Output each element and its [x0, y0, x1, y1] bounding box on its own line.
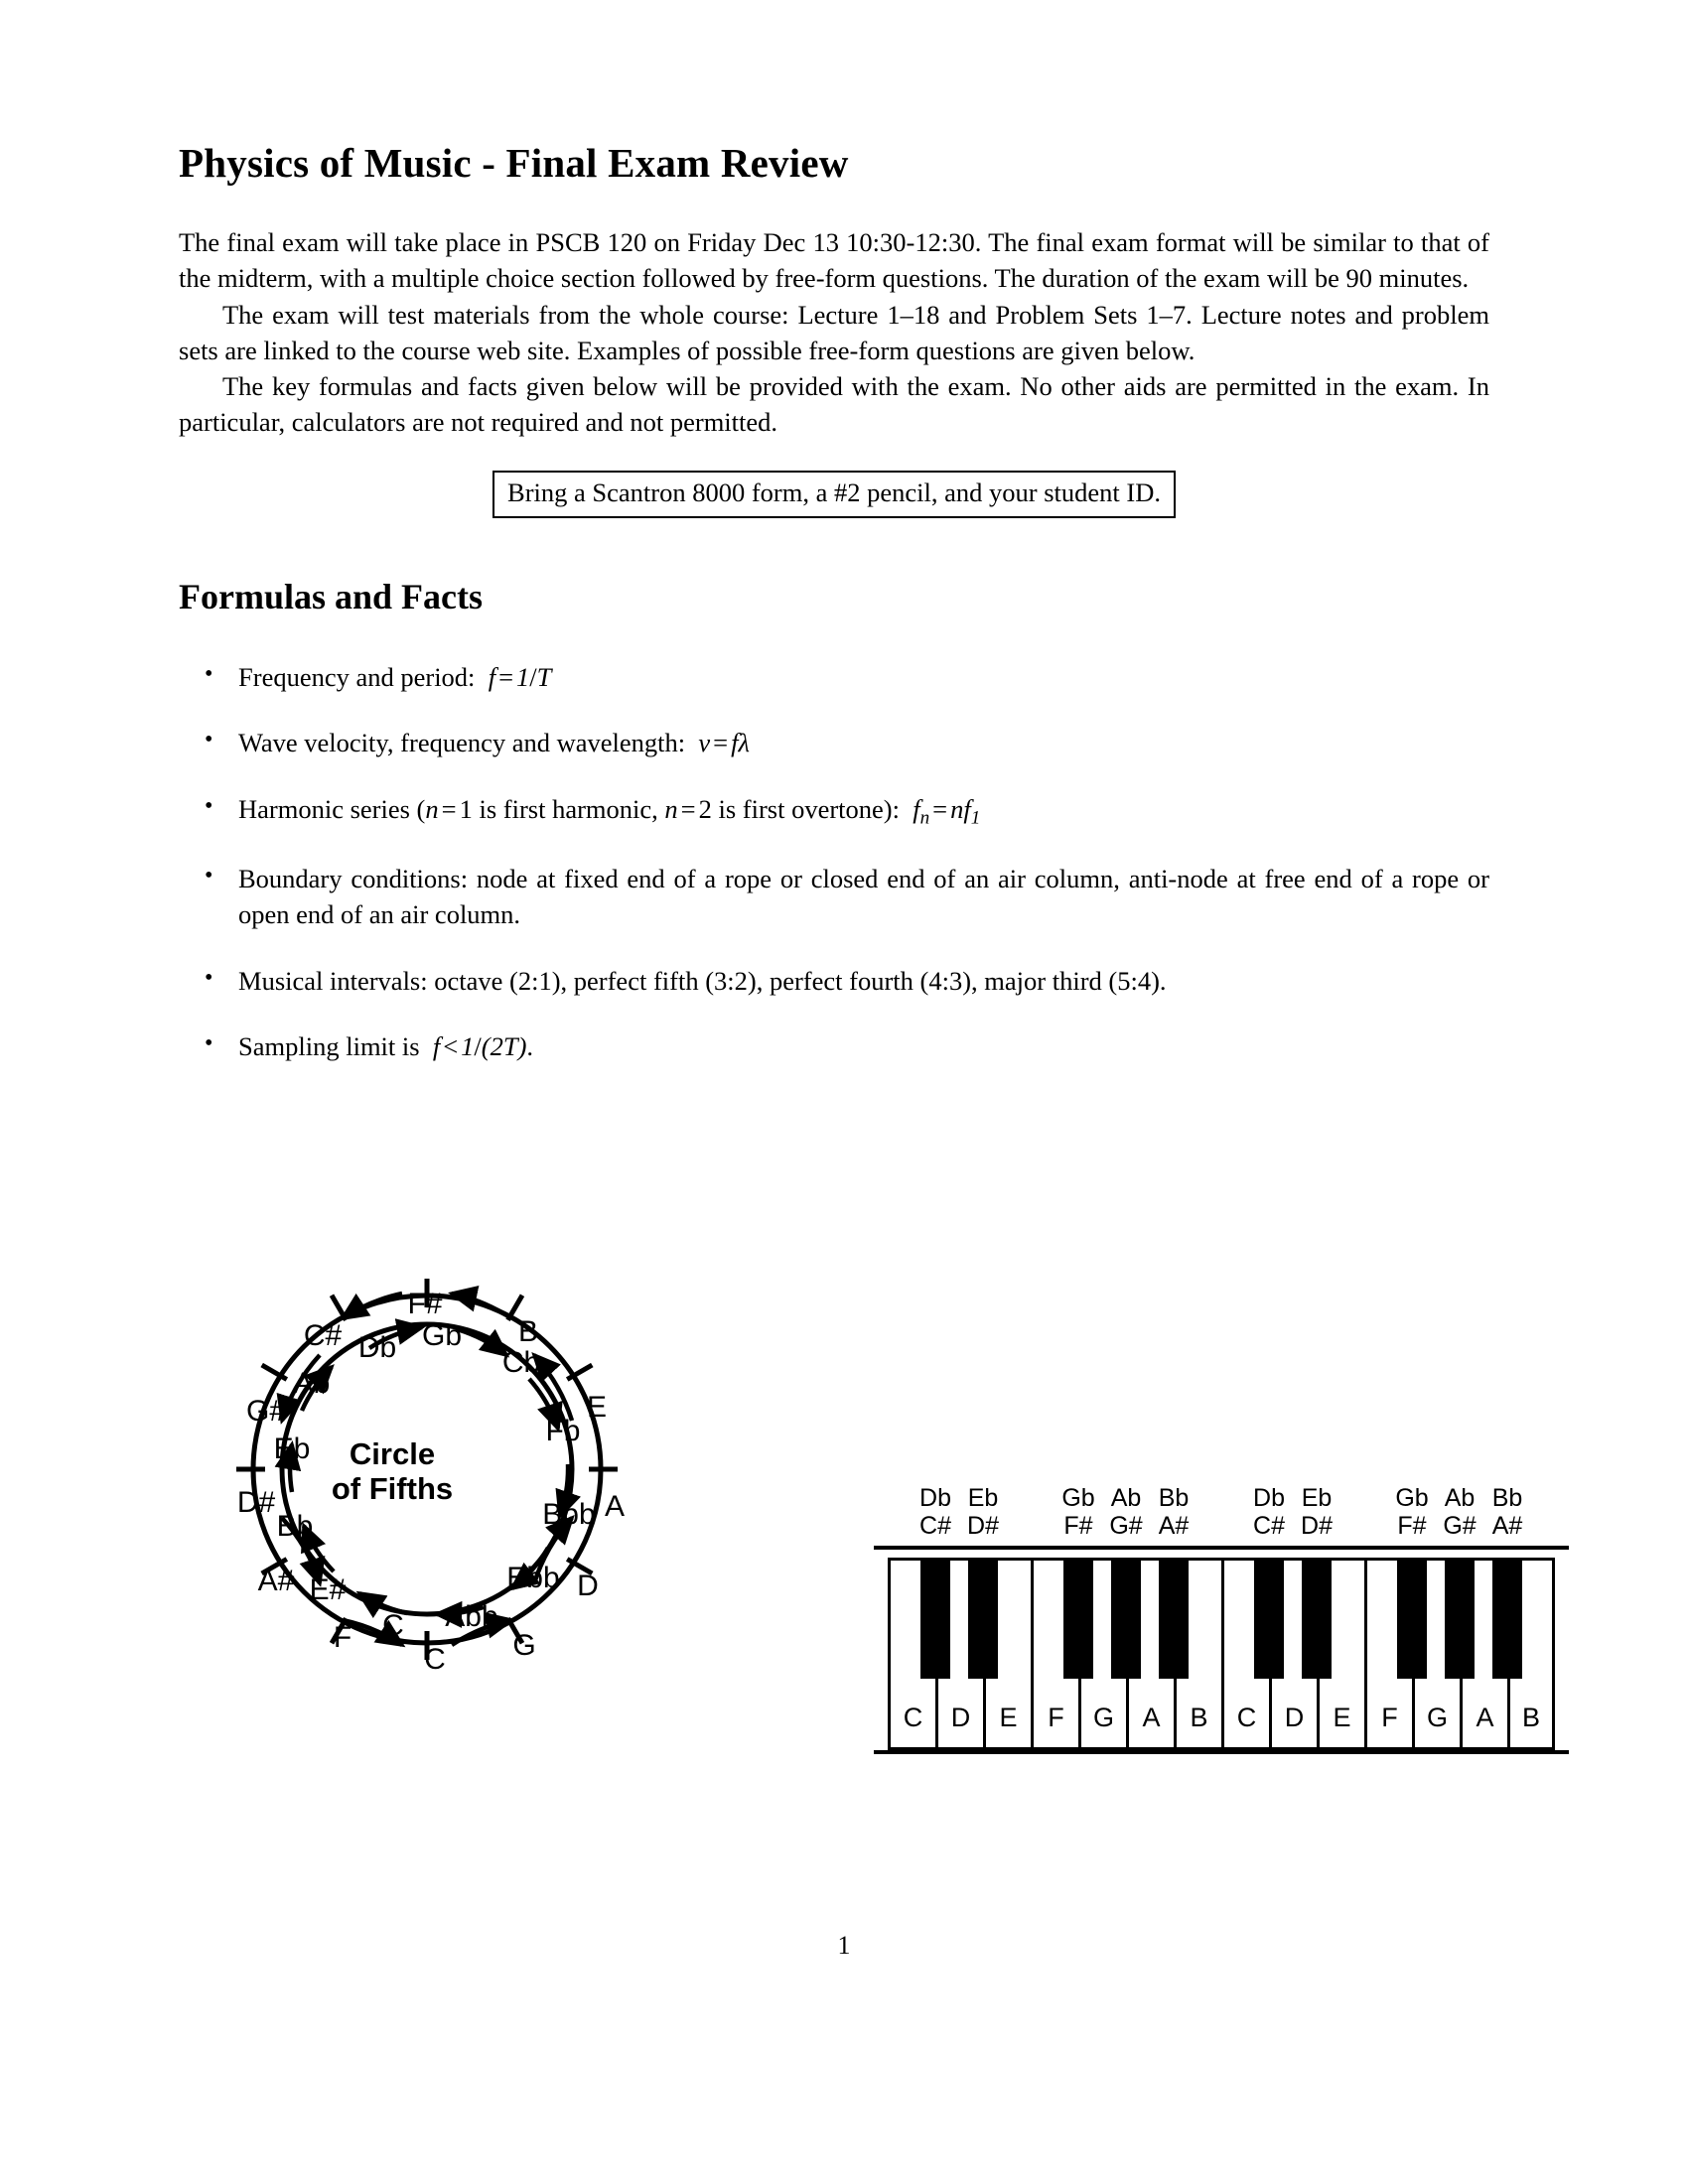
formula-frequency-period: f = 1/T	[482, 661, 552, 692]
exam-supplies-notice: Bring a Scantron 8000 form, a #2 pencil, and your student ID.	[492, 471, 1176, 518]
white-key-label: C	[903, 1703, 923, 1732]
black-key[interactable]	[1254, 1558, 1284, 1679]
white-key-label: G	[1092, 1703, 1114, 1732]
accidental-sharp-name: A#	[1158, 1512, 1190, 1540]
accidental-sharp-name: G#	[1443, 1512, 1477, 1540]
cof-inner-note-e-sharp: E#	[309, 1573, 347, 1606]
accidental-sharp-name: D#	[1301, 1512, 1333, 1540]
accidental-flat-name: Bb	[1158, 1484, 1190, 1512]
black-key-accidental-label	[1477, 1484, 1537, 1540]
piano-keyboard	[874, 1546, 1569, 1754]
cof-center-line-1: Circle	[349, 1436, 436, 1471]
cof-outer-note-a-sharp: A#	[257, 1565, 295, 1597]
black-key[interactable]	[1492, 1558, 1522, 1679]
cof-outer-note-d: D	[577, 1570, 599, 1602]
black-key[interactable]	[1159, 1558, 1189, 1679]
notice-container	[179, 471, 1489, 518]
figures-row	[179, 1246, 1540, 1732]
accidental-sharp-name: F#	[1397, 1512, 1427, 1540]
white-key-label: D	[1284, 1703, 1305, 1732]
black-key[interactable]	[1302, 1558, 1332, 1679]
cof-inner-note-fb: Fb	[545, 1415, 581, 1447]
cof-outer-note-c: C	[424, 1643, 446, 1676]
cof-outer-note-d-sharp: D#	[236, 1486, 276, 1519]
accidental-sharp-name: G#	[1109, 1512, 1143, 1540]
accidental-flat-name: Bb	[1491, 1484, 1523, 1512]
white-key-label: A	[1476, 1703, 1494, 1732]
accidental-sharp-name: F#	[1063, 1512, 1093, 1540]
page-title: Physics of Music - Final Exam Review	[179, 140, 849, 186]
cof-inner-note-cb: Cb	[501, 1346, 541, 1379]
black-key[interactable]	[920, 1558, 950, 1679]
white-key-label: C	[1236, 1703, 1257, 1732]
accidental-sharp-name: D#	[967, 1512, 999, 1540]
list-item-sampling-limit	[179, 1028, 1489, 1064]
white-key-label: G	[1426, 1703, 1448, 1732]
accidental-flat-name: Ab	[1110, 1484, 1142, 1512]
white-key-label: D	[950, 1703, 971, 1732]
cof-inner-note-bb: Bb	[276, 1510, 314, 1543]
page-number: 1	[837, 1931, 851, 1960]
accidental-flat-name: Gb	[1395, 1484, 1429, 1512]
black-key[interactable]	[1111, 1558, 1141, 1679]
accidental-flat-name: Ab	[1444, 1484, 1476, 1512]
cof-outer-note-b: B	[517, 1315, 539, 1348]
cof-inner-note-ab: Ab	[293, 1367, 331, 1400]
formula-sampling-limit: f < 1/(2T).	[426, 1030, 534, 1061]
accidental-sharp-name: C#	[919, 1512, 951, 1540]
cof-outer-note-g-sharp: G#	[245, 1395, 287, 1428]
fact-lead-text: Frequency and period:	[238, 661, 476, 692]
formula-wave-velocity: v = fλ	[691, 728, 750, 758]
black-key[interactable]	[1063, 1558, 1093, 1679]
cof-inner-note-eb: Eb	[273, 1433, 311, 1465]
cof-outer-note-e: E	[586, 1391, 608, 1424]
cof-center-line-2: of Fifths	[331, 1471, 454, 1506]
circle-of-fifths-svg	[218, 1246, 635, 1693]
intro-paragraph-2: The exam will test materials from the whole course: Lecture 1–18 and Problem Sets 1–7. Lecture notes and problem sets are linked to the course web site. Examples of possible free-form questions are given below.	[179, 299, 1489, 365]
fact-lead-text: Harmonic series (n = 1 is first harmonic, n = 2 is first overtone):	[238, 793, 900, 824]
formulas-list	[179, 659, 1489, 1064]
cof-outer-note-c-sharp: C#	[303, 1319, 343, 1352]
accidental-flat-name: Db	[919, 1484, 951, 1512]
cof-inner-note-bbb: Bbb	[542, 1498, 596, 1531]
intro-paragraph-3: The key formulas and facts given below will be provided with the exam. No other aids are permitted in the exam. In particular, calculators are not required and not permitted.	[179, 371, 1489, 438]
black-key[interactable]	[1397, 1558, 1427, 1679]
accidental-flat-name: Eb	[967, 1484, 999, 1512]
cof-outer-note-f-sharp: F#	[407, 1288, 443, 1320]
cof-inner-note-db: Db	[357, 1331, 397, 1364]
fact-lead-text: Wave velocity, frequency and wavelength:	[238, 728, 686, 758]
cof-inner-note-c: C	[382, 1609, 404, 1642]
black-key[interactable]	[968, 1558, 998, 1679]
keyboard-accidental-labels	[874, 1484, 1569, 1546]
cof-inner-note-abb: Abb	[445, 1600, 498, 1633]
white-key-label: B	[1190, 1703, 1208, 1732]
cof-inner-note-ebb: Ebb	[506, 1562, 560, 1594]
white-key-label: F	[1381, 1703, 1398, 1732]
white-key-label: E	[999, 1703, 1018, 1732]
black-key-accidental-label	[1287, 1484, 1346, 1540]
list-item-harmonic-series	[179, 791, 1489, 831]
list-item-frequency-period	[179, 659, 1489, 695]
list-item-wave-velocity	[179, 725, 1489, 760]
black-key-accidental-label	[1144, 1484, 1203, 1540]
accidental-sharp-name: A#	[1491, 1512, 1523, 1540]
fact-lead-text: Sampling limit is	[238, 1030, 420, 1061]
list-item-musical-intervals: • Musical intervals: octave (2:1), perfect fifth (3:2), perfect fourth (4:3), major third (5:4).	[179, 963, 1489, 999]
accidental-sharp-name: C#	[1253, 1512, 1285, 1540]
document-content	[179, 139, 1489, 1094]
cof-outer-note-g: G	[512, 1629, 536, 1662]
cof-center-label	[332, 1436, 453, 1506]
black-key[interactable]	[1445, 1558, 1475, 1679]
list-item-boundary-conditions: • Boundary conditions: node at fixed end of a rope or closed end of an air column, anti-node at free end of a rope or open end of an air column.	[179, 861, 1489, 933]
intro-paragraph-1: The final exam will take place in PSCB 120 on Friday Dec 13 10:30-12:30. The final exam format will be similar to that of the midterm, with a multiple choice section followed by free-form questions. The duration of the exam will be 90 minutes.	[179, 227, 1489, 294]
black-key-accidental-label	[953, 1484, 1013, 1540]
accidental-flat-name: Eb	[1301, 1484, 1333, 1512]
white-key-label: E	[1333, 1703, 1351, 1732]
formula-harmonic-series: $f_n = nf_1$	[906, 793, 981, 828]
cof-outer-note-f: F	[333, 1621, 352, 1654]
cof-inner-note-gb: Gb	[421, 1319, 463, 1352]
section-heading-formulas: Formulas and Facts	[179, 576, 483, 616]
accidental-flat-name: Db	[1253, 1484, 1285, 1512]
white-key-label: F	[1048, 1703, 1064, 1732]
circle-of-fifths-diagram	[218, 1246, 635, 1693]
piano-keyboard-figure	[874, 1484, 1569, 1754]
cof-outer-note-a: A	[604, 1490, 626, 1523]
white-key-label: B	[1521, 1703, 1540, 1732]
white-key-label: A	[1142, 1703, 1161, 1732]
accidental-flat-name: Gb	[1061, 1484, 1095, 1512]
